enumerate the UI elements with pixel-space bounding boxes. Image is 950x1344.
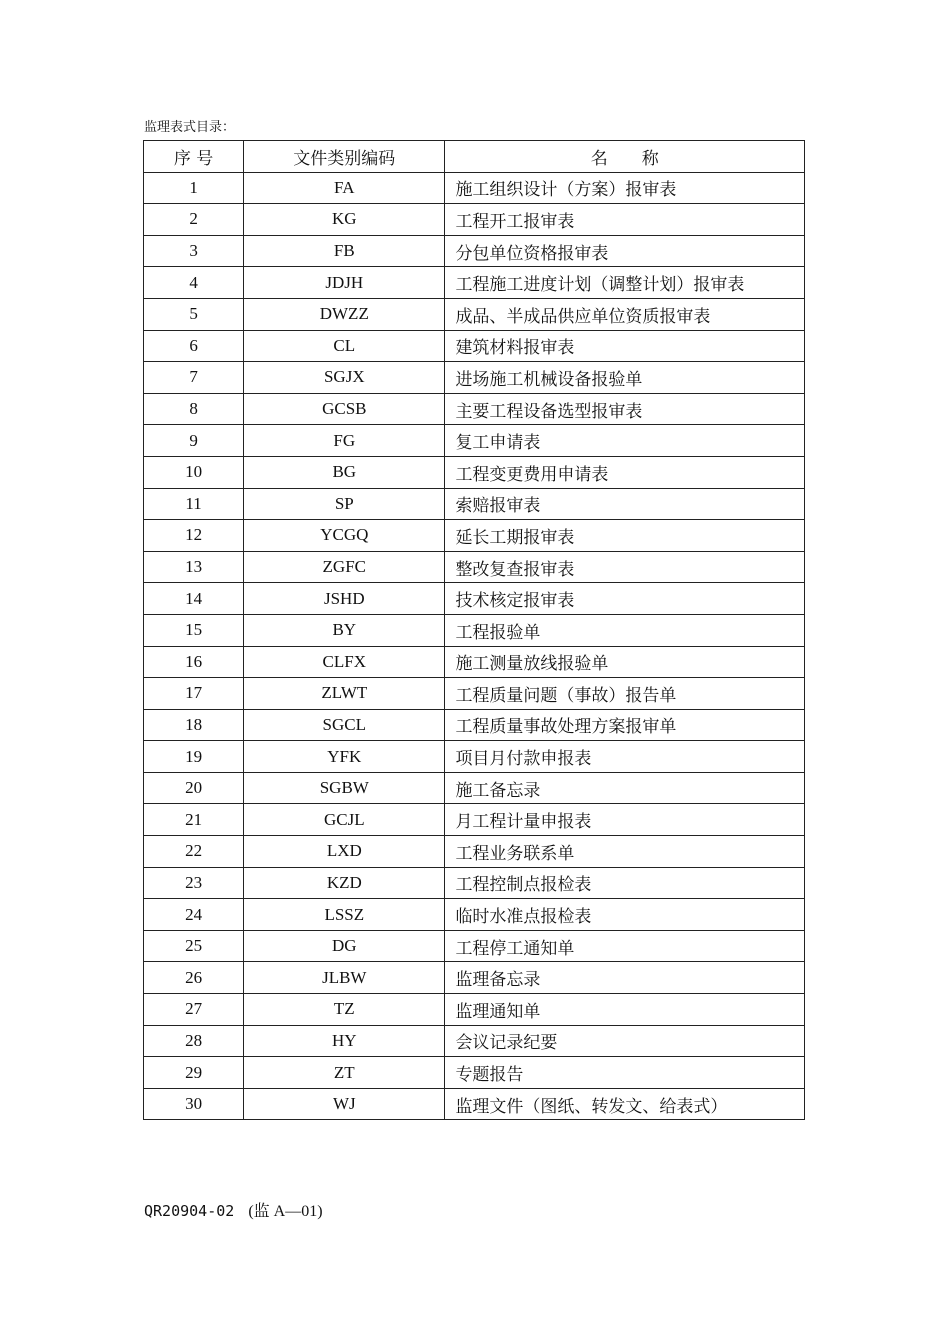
code-cell: FB xyxy=(244,235,445,267)
code-cell: WJ xyxy=(244,1088,445,1120)
seq-cell: 7 xyxy=(144,362,244,394)
code-cell: FA xyxy=(244,172,445,204)
name-cell: 成品、半成品供应单位资质报审表 xyxy=(445,298,805,330)
code-cell: ZLWT xyxy=(244,678,445,710)
seq-cell: 27 xyxy=(144,994,244,1026)
table-row xyxy=(144,741,805,773)
name-cell: 临时水准点报检表 xyxy=(445,899,805,931)
table-row xyxy=(144,267,805,299)
name-cell: 技术核定报审表 xyxy=(445,583,805,615)
code-cell: YCGQ xyxy=(244,520,445,552)
header-seq: 序 号 xyxy=(144,141,244,173)
table-row xyxy=(144,583,805,615)
table-row xyxy=(144,614,805,646)
code-cell: BY xyxy=(244,614,445,646)
form-tag: (监 A—01) xyxy=(248,1203,323,1220)
table-row xyxy=(144,709,805,741)
code-cell: CLFX xyxy=(244,646,445,678)
table-row xyxy=(144,330,805,362)
name-cell: 施工备忘录 xyxy=(445,772,805,804)
table-row xyxy=(144,772,805,804)
code-cell: LXD xyxy=(244,836,445,868)
table-row xyxy=(144,456,805,488)
catalog-caption: 监理表式目录： xyxy=(144,120,236,135)
code-cell: GCSB xyxy=(244,393,445,425)
code-cell: GCJL xyxy=(244,804,445,836)
seq-cell: 3 xyxy=(144,235,244,267)
form-number: QR20904-02 xyxy=(144,1202,235,1220)
table-row xyxy=(144,362,805,394)
header-name: 名 称 xyxy=(445,141,805,173)
code-cell: JSHD xyxy=(244,583,445,615)
code-cell: TZ xyxy=(244,994,445,1026)
name-cell: 月工程计量申报表 xyxy=(445,804,805,836)
name-cell: 工程业务联系单 xyxy=(445,836,805,868)
name-cell: 监理文件（图纸、转发文、给表式） xyxy=(445,1088,805,1120)
seq-cell: 9 xyxy=(144,425,244,457)
seq-cell: 29 xyxy=(144,1057,244,1089)
seq-cell: 10 xyxy=(144,456,244,488)
seq-cell: 22 xyxy=(144,836,244,868)
code-cell: SP xyxy=(244,488,445,520)
name-cell: 延长工期报审表 xyxy=(445,520,805,552)
table-row xyxy=(144,678,805,710)
seq-cell: 28 xyxy=(144,1025,244,1057)
seq-cell: 14 xyxy=(144,583,244,615)
table-row xyxy=(144,520,805,552)
code-cell: KG xyxy=(244,204,445,236)
table-row xyxy=(144,1057,805,1089)
seq-cell: 12 xyxy=(144,520,244,552)
table-row xyxy=(144,393,805,425)
seq-cell: 16 xyxy=(144,646,244,678)
code-cell: KZD xyxy=(244,867,445,899)
form-catalog-table xyxy=(143,140,805,1120)
name-cell: 工程开工报审表 xyxy=(445,204,805,236)
name-cell: 整改复查报审表 xyxy=(445,551,805,583)
name-cell: 分包单位资格报审表 xyxy=(445,235,805,267)
name-cell: 建筑材料报审表 xyxy=(445,330,805,362)
table-row xyxy=(144,1025,805,1057)
seq-cell: 18 xyxy=(144,709,244,741)
seq-cell: 13 xyxy=(144,551,244,583)
table-row xyxy=(144,836,805,868)
table-row xyxy=(144,804,805,836)
code-cell: YFK xyxy=(244,741,445,773)
table-row xyxy=(144,204,805,236)
seq-cell: 11 xyxy=(144,488,244,520)
seq-cell: 8 xyxy=(144,393,244,425)
seq-cell: 2 xyxy=(144,204,244,236)
name-cell: 工程质量事故处理方案报审单 xyxy=(445,709,805,741)
code-cell: JLBW xyxy=(244,962,445,994)
table-row xyxy=(144,235,805,267)
table-row xyxy=(144,930,805,962)
table-row xyxy=(144,1088,805,1120)
seq-cell: 26 xyxy=(144,962,244,994)
name-cell: 监理通知单 xyxy=(445,994,805,1026)
name-cell: 索赔报审表 xyxy=(445,488,805,520)
form-footer xyxy=(144,1201,323,1222)
name-cell: 工程质量问题（事故）报告单 xyxy=(445,678,805,710)
name-cell: 工程变更费用申请表 xyxy=(445,456,805,488)
seq-cell: 20 xyxy=(144,772,244,804)
seq-cell: 17 xyxy=(144,678,244,710)
seq-cell: 25 xyxy=(144,930,244,962)
table-row xyxy=(144,867,805,899)
name-cell: 工程控制点报检表 xyxy=(445,867,805,899)
header-code: 文件类别编码 xyxy=(244,141,445,173)
seq-cell: 19 xyxy=(144,741,244,773)
name-cell: 工程施工进度计划（调整计划）报审表 xyxy=(445,267,805,299)
code-cell: LSSZ xyxy=(244,899,445,931)
table-row xyxy=(144,994,805,1026)
table-row xyxy=(144,962,805,994)
code-cell: CL xyxy=(244,330,445,362)
table-row xyxy=(144,298,805,330)
seq-cell: 30 xyxy=(144,1088,244,1120)
name-cell: 工程报验单 xyxy=(445,614,805,646)
name-cell: 工程停工通知单 xyxy=(445,930,805,962)
seq-cell: 5 xyxy=(144,298,244,330)
name-cell: 专题报告 xyxy=(445,1057,805,1089)
seq-cell: 23 xyxy=(144,867,244,899)
name-cell: 施工组织设计（方案）报审表 xyxy=(445,172,805,204)
table-row xyxy=(144,646,805,678)
name-cell: 复工申请表 xyxy=(445,425,805,457)
code-cell: DG xyxy=(244,930,445,962)
code-cell: SGJX xyxy=(244,362,445,394)
table-row xyxy=(144,488,805,520)
code-cell: DWZZ xyxy=(244,298,445,330)
code-cell: ZGFC xyxy=(244,551,445,583)
seq-cell: 21 xyxy=(144,804,244,836)
name-cell: 监理备忘录 xyxy=(445,962,805,994)
code-cell: BG xyxy=(244,456,445,488)
name-cell: 进场施工机械设备报验单 xyxy=(445,362,805,394)
code-cell: SGBW xyxy=(244,772,445,804)
seq-cell: 1 xyxy=(144,172,244,204)
code-cell: ZT xyxy=(244,1057,445,1089)
table-row xyxy=(144,551,805,583)
name-cell: 项目月付款申报表 xyxy=(445,741,805,773)
code-cell: SGCL xyxy=(244,709,445,741)
name-cell: 主要工程设备选型报审表 xyxy=(445,393,805,425)
table-row xyxy=(144,899,805,931)
table-row xyxy=(144,425,805,457)
name-cell: 会议记录纪要 xyxy=(445,1025,805,1057)
seq-cell: 4 xyxy=(144,267,244,299)
table-body xyxy=(144,172,805,1120)
table-row xyxy=(144,172,805,204)
table-header-row xyxy=(144,141,805,173)
seq-cell: 15 xyxy=(144,614,244,646)
seq-cell: 6 xyxy=(144,330,244,362)
code-cell: HY xyxy=(244,1025,445,1057)
name-cell: 施工测量放线报验单 xyxy=(445,646,805,678)
code-cell: FG xyxy=(244,425,445,457)
code-cell: JDJH xyxy=(244,267,445,299)
seq-cell: 24 xyxy=(144,899,244,931)
